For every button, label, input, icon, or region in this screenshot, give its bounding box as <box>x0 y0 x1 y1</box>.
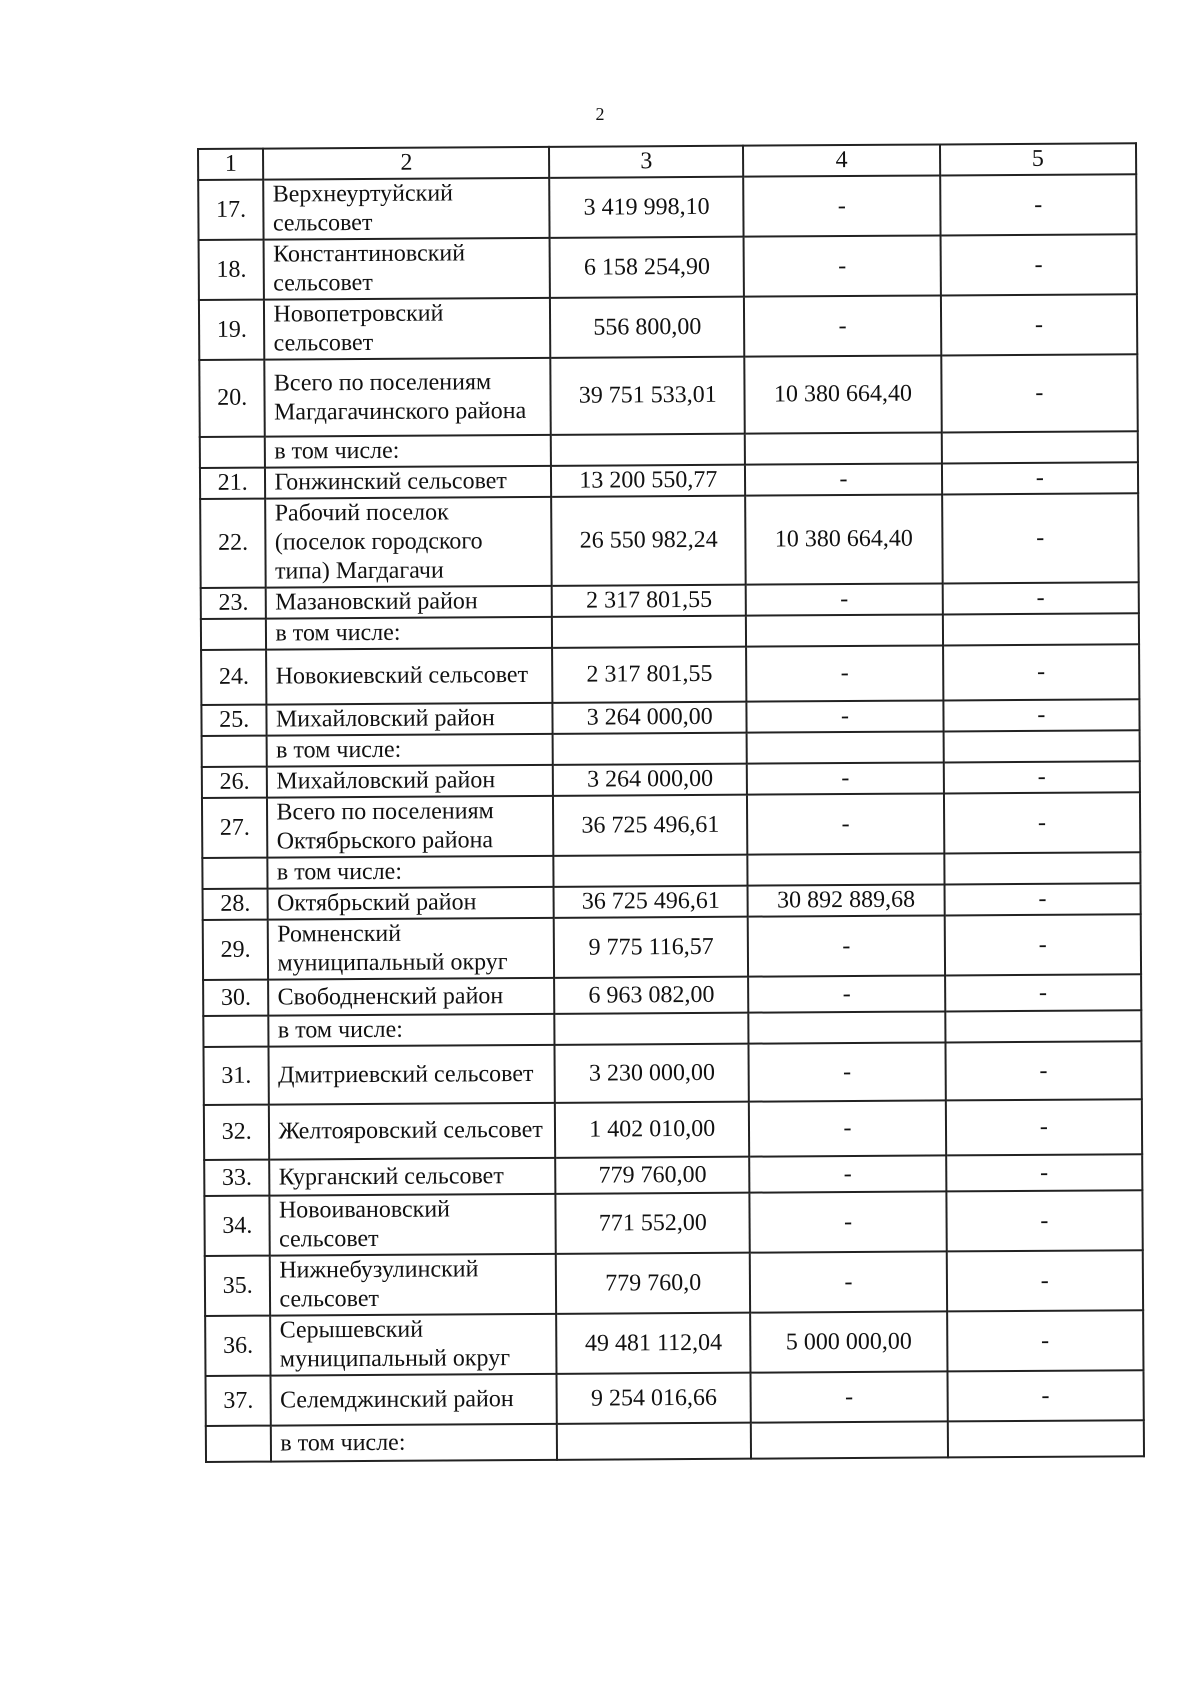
row-value-col3 <box>554 1013 748 1045</box>
row-value-col4 <box>747 731 943 763</box>
row-number: 24. <box>201 650 267 705</box>
row-number: 37. <box>206 1376 272 1426</box>
row-name: Михайловский район <box>267 765 553 798</box>
row-value-col3: 36 725 496,61 <box>553 795 748 856</box>
row-value-col4: - <box>749 1042 946 1101</box>
row-name: Дмитриевский сельсовет <box>269 1045 555 1105</box>
row-value-col3: 556 800,00 <box>550 297 745 358</box>
row-value-col4 <box>746 614 942 646</box>
row-value-col4: - <box>745 463 941 495</box>
row-name: Новопетровский сельсовет <box>264 298 550 360</box>
row-value-col3: 779 760,0 <box>556 1253 751 1314</box>
row-value-col5: - <box>943 644 1140 700</box>
table-row <box>203 1041 1141 1105</box>
row-number: 31. <box>203 1047 269 1105</box>
row-name: Новокиевский сельсовет <box>267 648 553 705</box>
row-number: 25. <box>201 705 267 736</box>
table-row <box>204 1190 1142 1256</box>
row-number: 27. <box>202 798 268 858</box>
row-name: в том числе: <box>266 617 552 650</box>
table-row <box>199 234 1137 300</box>
row-value-col3 <box>554 855 748 887</box>
row-value-col4: 10 380 664,40 <box>745 355 942 433</box>
row-value-col3: 36 725 496,61 <box>554 886 748 918</box>
row-value-col3: 3 419 998,10 <box>549 177 744 238</box>
table-row <box>199 294 1137 360</box>
row-name: Верхнеуртуйский сельсовет <box>264 178 550 240</box>
row-number: 18. <box>199 240 265 300</box>
row-value-col4: - <box>750 1251 947 1312</box>
row-name: Свободненский район <box>269 978 555 1016</box>
row-number: 19. <box>199 300 265 360</box>
row-number: 17. <box>198 180 264 240</box>
row-value-col3 <box>552 616 746 648</box>
page-number: 2 <box>595 104 605 124</box>
row-number: 26. <box>202 767 268 798</box>
row-name: Мазановский район <box>266 586 552 619</box>
row-value-col4 <box>751 1421 948 1458</box>
row-name: Желтояровский сельсовет <box>269 1103 555 1160</box>
row-value-col4: - <box>747 700 943 732</box>
table-row <box>206 1370 1144 1426</box>
row-value-col5: - <box>942 462 1139 494</box>
row-number: 29. <box>203 920 269 980</box>
row-number: 30. <box>203 980 269 1016</box>
row-name: Гонжинский сельсовет <box>265 466 551 499</box>
row-number <box>200 437 266 468</box>
row-value-col5 <box>945 1010 1142 1042</box>
row-value-col4: 30 892 889,68 <box>748 884 944 916</box>
row-value-col3: 3 264 000,00 <box>553 702 747 734</box>
row-value-col3: 39 751 533,01 <box>550 357 745 435</box>
row-name: в том числе: <box>268 856 554 889</box>
row-value-col3 <box>553 733 747 765</box>
row-value-col4: - <box>748 915 945 976</box>
row-name: Серышевский муниципальный округ <box>271 1314 557 1376</box>
row-value-col4: - <box>744 175 941 236</box>
table-row <box>204 1154 1142 1196</box>
row-value-col4: - <box>744 235 941 296</box>
row-value-col5 <box>944 852 1141 884</box>
row-value-col5 <box>943 730 1140 762</box>
row-value-col5 <box>941 431 1138 463</box>
row-value-col5: - <box>944 883 1141 915</box>
row-value-col5 <box>943 613 1140 645</box>
row-number: 23. <box>201 588 267 619</box>
row-name: Всего по поселениям Магдагачинского района <box>265 358 551 437</box>
row-value-col5: - <box>947 1310 1144 1371</box>
row-number: 33. <box>204 1160 270 1196</box>
table-row <box>205 1250 1143 1316</box>
row-value-col4: - <box>749 1155 946 1192</box>
row-value-col5: - <box>947 1370 1144 1421</box>
row-value-col4: 10 380 664,40 <box>745 494 942 584</box>
row-value-col3 <box>557 1423 751 1460</box>
row-number: 21. <box>200 468 266 499</box>
row-number: 20. <box>199 360 265 437</box>
row-value-col4: - <box>746 645 943 701</box>
row-value-col5: - <box>946 1190 1143 1251</box>
row-name: Октябрьский район <box>268 887 554 920</box>
row-name: в том числе: <box>269 1014 555 1047</box>
row-name: Константиновский сельсовет <box>264 238 550 300</box>
row-value-col4: - <box>747 762 943 794</box>
header-col-4: 4 <box>743 144 939 176</box>
row-value-col5: - <box>945 974 1142 1011</box>
row-value-col3: 3 230 000,00 <box>555 1044 749 1103</box>
row-value-col4: - <box>750 1191 947 1252</box>
row-name: в том числе: <box>267 734 553 767</box>
table-row <box>204 1099 1142 1160</box>
row-value-col5: - <box>942 582 1139 614</box>
row-value-col3: 9 254 016,66 <box>557 1373 751 1424</box>
row-value-col5: - <box>946 1154 1143 1191</box>
row-value-col3: 9 775 116,57 <box>554 917 749 978</box>
row-value-col5: - <box>940 174 1137 235</box>
row-name: Новоивановский сельсовет <box>270 1194 556 1256</box>
row-name: Нижнебузулинский сельсовет <box>270 1254 556 1316</box>
budget-table <box>197 142 1145 1463</box>
row-value-col3: 1 402 010,00 <box>555 1102 749 1158</box>
table-row <box>199 354 1137 437</box>
row-value-col5: - <box>945 1041 1142 1100</box>
row-value-col4 <box>749 1011 945 1043</box>
row-value-col3: 13 200 550,77 <box>551 465 745 497</box>
row-value-col5: - <box>940 234 1137 295</box>
row-value-col5: - <box>941 354 1138 432</box>
row-value-col4: - <box>749 1100 946 1156</box>
row-number: 22. <box>200 499 266 588</box>
row-number: 32. <box>204 1105 270 1160</box>
row-name: Михайловский район <box>267 703 553 736</box>
row-number <box>206 1426 272 1462</box>
table-row <box>201 644 1139 705</box>
header-col-3: 3 <box>549 146 743 178</box>
row-name: Рабочий поселок (поселок городского типа) Магдагачи <box>266 497 552 588</box>
row-value-col5: - <box>941 294 1138 355</box>
row-name: в том числе: <box>271 1424 557 1462</box>
row-value-col4: - <box>751 1371 948 1422</box>
row-name: Селемджинский район <box>271 1374 557 1426</box>
row-value-col3: 2 317 801,55 <box>552 585 746 617</box>
row-value-col3: 3 264 000,00 <box>553 764 747 796</box>
row-number <box>202 858 268 889</box>
table-row <box>198 174 1136 240</box>
row-number <box>202 736 268 767</box>
row-value-col5: - <box>944 914 1141 975</box>
row-value-col3 <box>551 434 745 466</box>
row-name: в том числе: <box>265 435 551 468</box>
header-col-1: 1 <box>198 149 264 180</box>
row-name: Ромненский муниципальный округ <box>268 918 554 980</box>
table-row <box>203 914 1141 980</box>
row-name: Курганский сельсовет <box>270 1158 556 1196</box>
row-value-col4: 5 000 000,00 <box>750 1311 947 1372</box>
row-value-col5: - <box>946 1250 1143 1311</box>
table-row <box>203 974 1141 1016</box>
table-row <box>202 792 1140 858</box>
row-value-col4: - <box>748 975 945 1012</box>
row-value-col3: 49 481 112,04 <box>556 1313 751 1374</box>
row-number: 34. <box>204 1196 270 1256</box>
row-number <box>203 1016 269 1047</box>
row-value-col3: 771 552,00 <box>556 1193 751 1254</box>
row-value-col5: - <box>942 493 1139 583</box>
row-value-col3: 26 550 982,24 <box>551 496 746 586</box>
row-name: Всего по поселениям Октябрьского района <box>267 796 553 858</box>
table-row <box>205 1310 1143 1376</box>
row-value-col4: - <box>744 295 941 356</box>
row-value-col4 <box>748 853 944 885</box>
row-number: 28. <box>203 889 269 920</box>
row-value-col5: - <box>943 699 1140 731</box>
row-value-col3: 6 158 254,90 <box>550 237 745 298</box>
row-number: 36. <box>205 1316 271 1376</box>
row-number <box>201 619 267 650</box>
row-value-col4 <box>745 432 941 464</box>
header-col-2: 2 <box>263 147 549 180</box>
row-value-col4: - <box>747 793 944 854</box>
row-value-col5: - <box>945 1099 1142 1155</box>
row-value-col3: 779 760,00 <box>555 1157 749 1194</box>
row-number: 35. <box>205 1256 271 1316</box>
row-value-col5: - <box>944 792 1141 853</box>
table-row <box>200 493 1139 588</box>
row-value-col3: 2 317 801,55 <box>552 647 746 703</box>
table-row <box>206 1420 1144 1462</box>
row-value-col5 <box>947 1420 1144 1457</box>
row-value-col4: - <box>746 583 942 615</box>
row-value-col3: 6 963 082,00 <box>554 977 748 1014</box>
header-col-5: 5 <box>940 143 1137 175</box>
row-value-col5: - <box>943 761 1140 793</box>
